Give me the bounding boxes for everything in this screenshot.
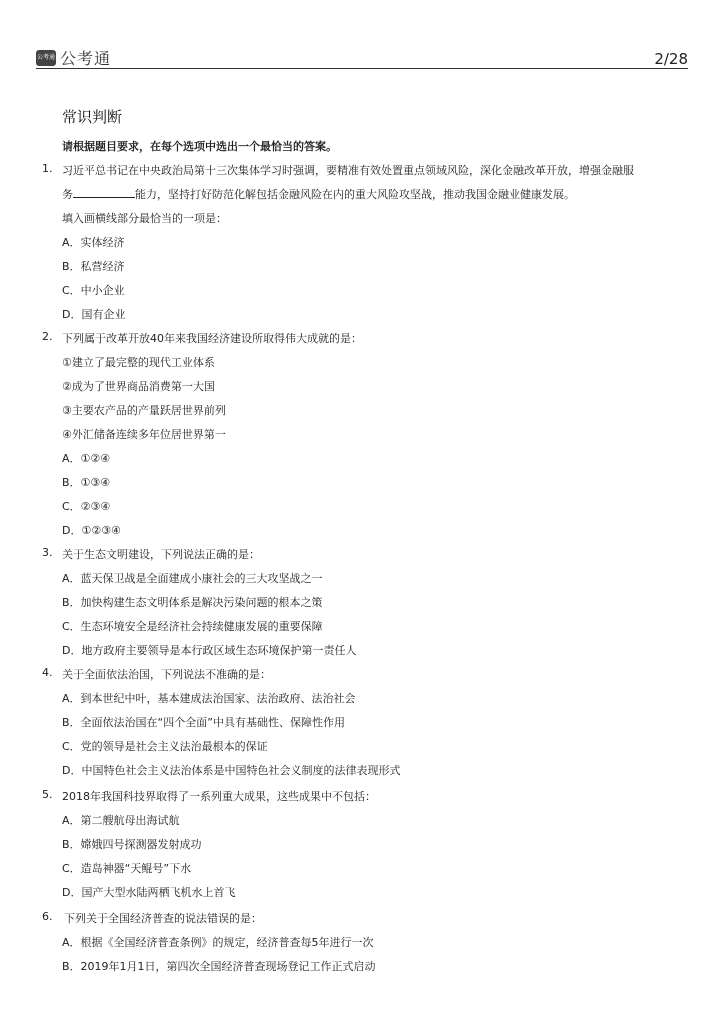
option-a: A．实体经济 [62, 236, 125, 249]
option-a: A．①②④ [62, 452, 111, 465]
question-stem: 下列属于改革开放40年来我国经济建设所取得伟大成就的是： [62, 332, 362, 345]
section-title: 常识判断 [62, 108, 123, 126]
question-stem: 下列关于全国经济普查的说法错误的是： [64, 912, 262, 925]
statement-2: ②成为了世界商品消费第一大国 [62, 380, 215, 393]
option-b: B．2019年1月1日，第四次全国经济普查现场登记工作正式启动 [62, 960, 376, 973]
option-d: D．地方政府主要领导是本行政区域生态环境保护第一责任人 [62, 644, 357, 657]
option-b: B．全面依法治国在“四个全面”中具有基础性、保障性作用 [62, 716, 345, 729]
logo-text: 公考通 [60, 49, 112, 68]
option-d: D．国有企业 [62, 308, 126, 321]
question-number: 6. [42, 910, 53, 923]
logo [36, 46, 111, 69]
option-c: C．党的领导是社会主义法治最根本的保证 [62, 740, 268, 753]
question-stem: 关于生态文明建设，下列说法正确的是： [62, 548, 260, 561]
option-c: C．生态环境安全是经济社会持续健康发展的重要保障 [62, 620, 323, 633]
question-stem: 习近平总书记在中央政治局第十三次集体学习时强调，要精准有效处置重点领域风险，深化金融改革开放，增强金融服 [62, 164, 634, 177]
option-a: A．根据《全国经济普查条例》的规定，经济普查每5年进行一次 [62, 936, 374, 949]
question-number: 4. [42, 666, 53, 679]
section-instruction: 请根据题目要求，在每个选项中选出一个最恰当的答案。 [62, 140, 337, 153]
question-stem: 2018年我国科技界取得了一系列重大成果，这些成果中不包括： [62, 790, 376, 803]
option-a: A．到本世纪中叶，基本建成法治国家、法治政府、法治社会 [62, 692, 356, 705]
fill-blank [73, 187, 135, 198]
stem-suffix: 能力，坚持打好防范化解包括金融风险在内的重大风险攻坚战，推动我国金融业健康发展。 [135, 188, 575, 201]
option-c: C．造岛神器“天鲲号”下水 [62, 862, 192, 875]
option-b: B．私营经济 [62, 260, 125, 273]
option-b: B．加快构建生态文明体系是解决污染问题的根本之策 [62, 596, 323, 609]
option-d: D．①②③④ [62, 524, 121, 537]
option-b: B．①③④ [62, 476, 111, 489]
question-stem: 关于全面依法治国，下列说法不准确的是： [62, 668, 271, 681]
option-a: A．蓝天保卫战是全面建成小康社会的三大攻坚战之一 [62, 572, 323, 585]
question-prompt: 填入画横线部分最恰当的一项是： [62, 212, 227, 225]
option-d: D．中国特色社会主义法治体系是中国特色社会义制度的法律表现形式 [62, 764, 401, 777]
stem-prefix: 务 [62, 188, 73, 201]
page-number: 2/28 [654, 50, 688, 68]
question-number: 1. [42, 162, 53, 175]
statement-3: ③主要农产品的产量跃居世界前列 [62, 404, 226, 417]
option-d: D．国产大型水陆两栖飞机水上首飞 [62, 886, 236, 899]
statement-4: ④外汇储备连续多年位居世界第一 [62, 428, 226, 441]
question-stem-line [62, 186, 575, 202]
option-a: A．第二艘航母出海试航 [62, 814, 180, 827]
statement-1: ①建立了最完整的现代工业体系 [62, 356, 215, 369]
option-c: C．中小企业 [62, 284, 125, 297]
question-number: 2. [42, 330, 53, 343]
logo-badge-icon: 公考通 [36, 50, 56, 66]
question-number: 5. [42, 788, 53, 801]
page-header [36, 42, 688, 69]
question-number: 3. [42, 546, 53, 559]
option-c: C．②③④ [62, 500, 111, 513]
option-b: B．嫦娥四号探测器发射成功 [62, 838, 202, 851]
